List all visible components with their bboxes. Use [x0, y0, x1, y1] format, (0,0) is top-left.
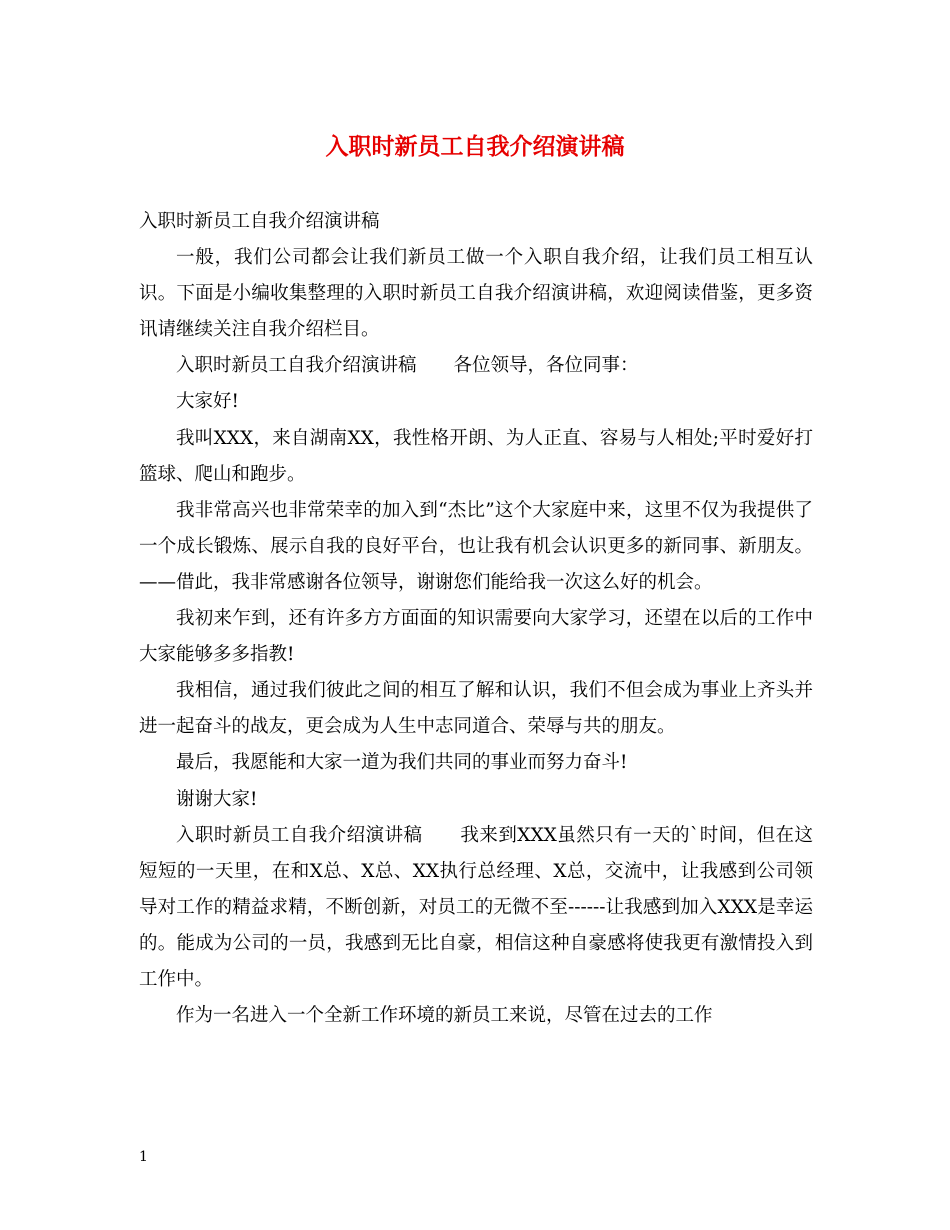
paragraph: 一般，我们公司都会让我们新员工做一个入职自我介绍，让我们员工相互认识。下面是小编收集整理的入职时新员工自我介绍演讲稿，欢迎阅读借鉴，更多资讯请继续关注自我介绍栏目。 [139, 247, 813, 341]
paragraph: 最后，我愿能和大家一道为我们共同的事业而努力奋斗! [176, 752, 628, 774]
document-body [139, 204, 813, 1034]
paragraph: 作为一名进入一个全新工作环境的新员工来说，尽管在过去的工作 [176, 1005, 713, 1027]
paragraph: 入职时新员工自我介绍演讲稿 各位领导，各位同事： [176, 355, 639, 377]
paragraph: 我相信，通过我们彼此之间的相互了解和认识，我们不但会成为事业上齐头并进一起奋斗的战友，更会成为人生中志同道合、荣辱与共的朋友。 [139, 680, 813, 738]
paragraph: 我非常高兴也非常荣幸的加入到“杰比”这个大家庭中来，这里不仅为我提供了一个成长锻炼、展示自我的良好平台，也让我有机会认识更多的新同事、新朋友。——借此，我非常感谢各位领导，谢谢您们能给我一次这么好的机会。 [139, 499, 813, 593]
paragraph: 我初来乍到，还有许多方方面面的知识需要向大家学习，还望在以后的工作中大家能够多多指教! [139, 608, 813, 666]
paragraph: 我叫XXX，来自湖南XX，我性格开朗、为人正直、容易与人相处;平时爱好打篮球、爬山和跑步。 [139, 427, 813, 485]
paragraph: 入职时新员工自我介绍演讲稿 我来到XXX虽然只有一天的`时间，但在这短短的一天里，在和X总、X总、XX执行总经理、X总，交流中，让我感到公司领导对工作的精益求精，不断创新，对员工的无微不至------让我感到加入XXX是幸运的。能成为公司的一员，我感到无比自豪，相信这种自豪感将使我更有激情投入到工作中。 [139, 824, 813, 990]
paragraph: 谢谢大家! [176, 788, 258, 810]
page-number: 1 [139, 1149, 148, 1165]
document-title: 入职时新员工自我介绍演讲稿 [325, 133, 625, 160]
paragraph: 大家好! [176, 391, 239, 413]
body-heading: 入职时新员工自我介绍演讲稿 [139, 211, 380, 232]
